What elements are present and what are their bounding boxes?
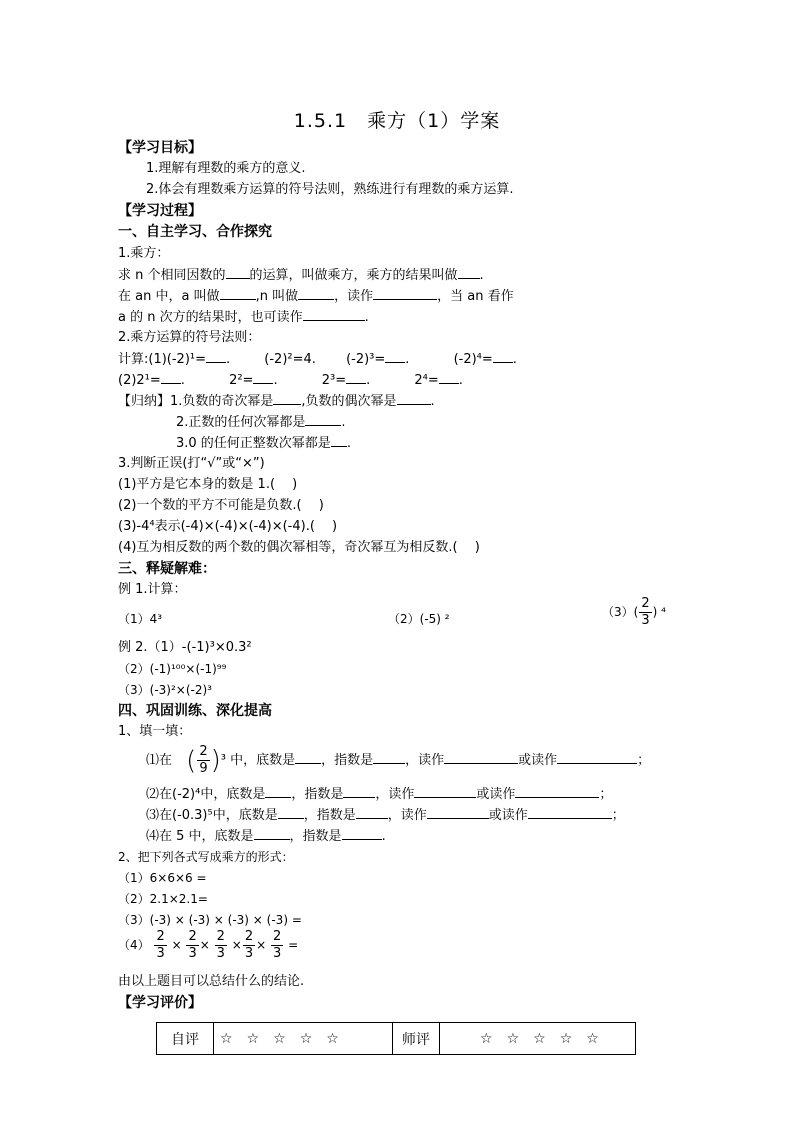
example-1-item-2: （2）(-5) ²: [388, 612, 450, 626]
self-eval-label: 自评: [157, 1023, 214, 1055]
blank-field[interactable]: [528, 806, 612, 819]
blank-field[interactable]: [265, 785, 291, 798]
summary-1: 【归纳】1.负数的奇次幂是 ,负数的偶次幂是 .: [118, 394, 435, 409]
sign-rule-label: 2.乘方运算的符号法则：: [118, 330, 261, 345]
judge-item[interactable]: (2)一个数的平方不可能是负数.( ): [118, 498, 324, 513]
fill-item-2: ⑵在(-2)⁴中，底数是 ，指数是 ，读作 或读作 ；: [146, 787, 613, 802]
summary-2: 2.正数的任何次幂都是 .: [176, 415, 346, 430]
star-icon[interactable]: ☆: [299, 1030, 313, 1047]
fill-item-3: ⑶在(-0.3)⁵中，底数是 ，指数是 ，读作 或读作 ；: [146, 808, 625, 823]
blank-field[interactable]: [444, 751, 518, 764]
blank-field[interactable]: [414, 785, 476, 798]
blank-field[interactable]: [356, 806, 388, 819]
blank-field[interactable]: [342, 827, 382, 840]
example-2-item-2: （2）(-1)¹⁰⁰×(-1)⁹⁹: [118, 662, 227, 676]
blank-field[interactable]: [427, 806, 489, 819]
example-2-item-3: （3）(-3)²×(-2)³: [118, 683, 212, 697]
an-read-line: a 的 n 次方的结果时，也可读作 .: [118, 310, 369, 325]
eval-heading: 【学习评价】: [118, 995, 202, 1011]
blank-field[interactable]: [303, 308, 365, 321]
power-def-line: 求 n 个相同因数的 的运算，叫做乘方，乘方的结果叫做 .: [118, 268, 484, 283]
judge-heading: 3.判断正误(打“√”或“×”): [118, 456, 265, 471]
star-icon[interactable]: ☆: [533, 1030, 546, 1047]
goal-2: 2.体会有理数乘方运算的符号法则，熟练进行有理数的乘方运算.: [146, 182, 514, 197]
blank-field[interactable]: [273, 392, 301, 405]
judge-item[interactable]: (1)平方是它本身的数是 1.( ): [118, 477, 298, 492]
evaluation-table: [156, 1022, 636, 1055]
teacher-eval-stars[interactable]: [440, 1023, 636, 1055]
example-1-item-1: （1）4³: [118, 612, 163, 626]
conclusion-text: 由以上题目可以总结什么的结论.: [118, 974, 305, 989]
write-item-3: （3）(-3) × (-3) × (-3) × (-3) =: [118, 913, 302, 927]
page-title: 1.5.1 乘方（1）学案: [293, 110, 501, 132]
blank-field[interactable]: [343, 785, 375, 798]
blank-field[interactable]: [295, 751, 321, 764]
star-icon[interactable]: ☆: [273, 1030, 286, 1047]
teacher-eval-label: 师评: [393, 1023, 440, 1055]
blank-field[interactable]: [331, 434, 347, 447]
blank-field[interactable]: [373, 287, 437, 300]
fill-heading: 1、填一填：: [118, 724, 192, 739]
blank-field[interactable]: [161, 371, 181, 384]
blank-field[interactable]: [439, 371, 459, 384]
fill-item-4: ⑷在 5 中，底数是 ，指数是 .: [146, 829, 386, 844]
power-def-label: 1.乘方：: [118, 246, 170, 261]
blank-field[interactable]: [493, 350, 513, 363]
blank-field[interactable]: [278, 806, 304, 819]
blank-field[interactable]: [226, 266, 250, 279]
judge-item[interactable]: (3)-4⁴表示(-4)×(-4)×(-4)×(-4).( ): [118, 519, 338, 534]
blank-field[interactable]: [373, 751, 405, 764]
star-icon[interactable]: ☆: [326, 1030, 339, 1047]
blank-field[interactable]: [305, 413, 341, 426]
blank-field[interactable]: [254, 827, 290, 840]
star-icon[interactable]: ☆: [220, 1030, 233, 1047]
blank-field[interactable]: [206, 350, 226, 363]
blank-field[interactable]: [397, 392, 431, 405]
blank-field[interactable]: [220, 287, 256, 300]
summary-3: 3.0 的任何正整数次幂都是 .: [176, 436, 351, 451]
blank-field[interactable]: [253, 371, 273, 384]
example-2-item-1: 例 2.（1）-(-1)³×0.3²: [118, 640, 252, 655]
star-icon[interactable]: ☆: [559, 1030, 573, 1047]
goal-1: 1.理解有理数的乘方的意义.: [146, 161, 306, 176]
blank-field[interactable]: [385, 350, 405, 363]
calc-row-2: (2)2¹= . 2²= . 2³= . 2⁴= .: [118, 373, 463, 388]
write-item-1: （1）6×6×6 =: [118, 871, 207, 885]
star-icon[interactable]: ☆: [246, 1030, 260, 1047]
star-icon[interactable]: ☆: [586, 1030, 599, 1047]
blank-field[interactable]: [515, 785, 599, 798]
blank-field[interactable]: [298, 287, 334, 300]
section-4-heading: 四、巩固训练、深化提高: [118, 703, 272, 719]
process-heading: 【学习过程】: [118, 203, 202, 219]
blank-field[interactable]: [458, 266, 480, 279]
example-1-item-3: （3）( $\frac{2}{3}$ ) ⁴: [602, 596, 666, 628]
blank-field[interactable]: [557, 751, 637, 764]
star-icon[interactable]: ☆: [480, 1030, 493, 1047]
star-icon[interactable]: ☆: [506, 1030, 520, 1047]
calc-row-1: 计算:(1)(-2)¹= . (-2)²=4. (-2)³= . (-2)⁴= .: [118, 352, 517, 367]
blank-field[interactable]: [346, 371, 366, 384]
self-eval-stars[interactable]: [214, 1023, 393, 1055]
example-1-label: 例 1.计算：: [118, 582, 187, 597]
an-def-line: 在 an 中，a 叫做 ,n 叫做 ，读作 ，当 an 看作: [118, 289, 514, 304]
fill-item-1: ⑴在 ( $\frac{2}{9}$ )³ 中，底数是 ，指数是 ，读作 或读作 ；: [146, 744, 651, 776]
write-item-4: （4） $\frac{2}{3}$ × $\frac{2}{3}$ × $\frac{2}{3}$ × $\frac{2}{3}$ × $\frac{2}{3}$ =: [118, 929, 299, 961]
goals-heading: 【学习目标】: [118, 140, 202, 156]
section-3-heading: 三、释疑解难：: [118, 561, 216, 577]
judge-item[interactable]: (4)互为相反数的两个数的偶次幂相等，奇次幂互为相反数.( ): [118, 540, 480, 555]
write-item-2: （2）2.1×2.1=: [118, 892, 208, 906]
write-heading: 2、把下列各式写成乘方的形式：: [118, 850, 294, 864]
section-1-heading: 一、自主学习、合作探究: [118, 224, 272, 240]
